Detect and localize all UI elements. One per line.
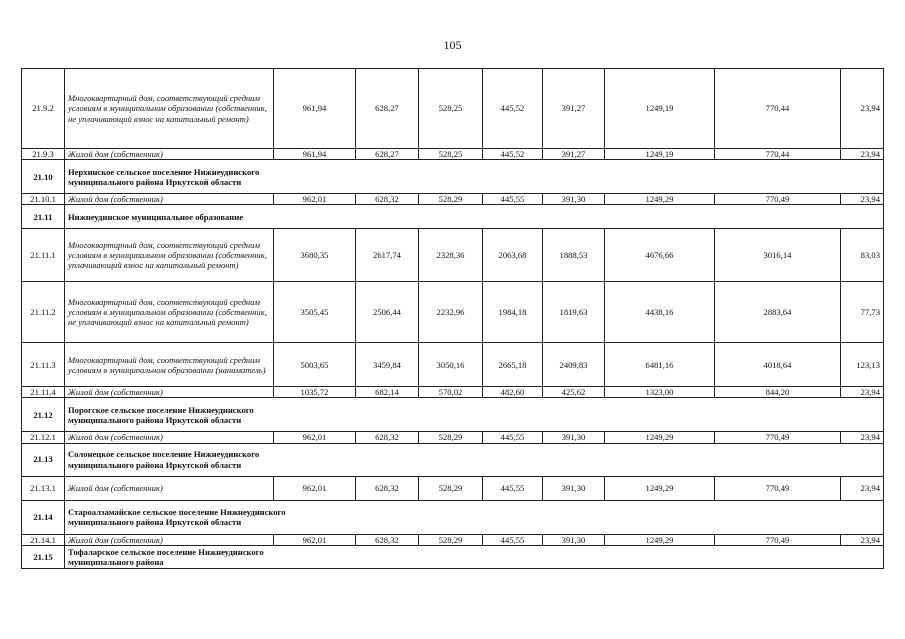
row-code: 21.15	[22, 545, 65, 568]
row-value: 391,27	[543, 69, 605, 149]
row-description: Жилой дом (собственник)	[65, 534, 274, 545]
row-code: 21.11.4	[22, 387, 65, 398]
row-code: 21.11.1	[22, 229, 65, 282]
row-description: Жилой дом (собственник)	[65, 194, 274, 205]
row-description: Жилой дом (собственник)	[65, 149, 274, 160]
row-value: 6481,16	[605, 343, 715, 387]
row-value: 123,13	[841, 343, 884, 387]
group-row	[22, 160, 884, 194]
row-value: 628,27	[356, 149, 419, 160]
row-value: 23,94	[841, 149, 884, 160]
row-value: 528,29	[419, 432, 483, 443]
row-value: 3050,16	[419, 343, 483, 387]
row-value: 628,27	[356, 69, 419, 149]
row-value: 391,30	[543, 476, 605, 500]
group-row	[22, 205, 884, 229]
row-value: 391,30	[543, 194, 605, 205]
row-value: 1249,19	[605, 149, 715, 160]
row-value: 425,62	[543, 387, 605, 398]
row-value: 23,94	[841, 69, 884, 149]
row-value: 962,01	[274, 432, 356, 443]
row-description: Многоквартирный дом, соответствующий средним условиям в муниципальном образовании (собственник, не уплачивающий взнос на капитальный ремонт)	[65, 69, 274, 149]
row-description: Жилой дом (собственник)	[65, 387, 274, 398]
row-code: 21.13	[22, 443, 65, 476]
table-row	[22, 194, 884, 205]
row-value: 2063,68	[483, 229, 543, 282]
row-value: 770,49	[715, 194, 841, 205]
row-value: 2506,44	[356, 282, 419, 343]
table-body	[22, 69, 884, 569]
row-value: 83,03	[841, 229, 884, 282]
row-value: 1035,72	[274, 387, 356, 398]
table-row	[22, 387, 884, 398]
group-name: Солонецкое сельское поселение Нижнеудинского муниципального района Иркутской области	[65, 443, 884, 476]
row-value: 391,30	[543, 432, 605, 443]
row-value: 23,94	[841, 194, 884, 205]
row-value: 628,32	[356, 476, 419, 500]
row-code: 21.14	[22, 500, 65, 534]
row-value: 628,32	[356, 432, 419, 443]
row-code: 21.12	[22, 398, 65, 432]
table-row	[22, 282, 884, 343]
row-value: 2665,18	[483, 343, 543, 387]
row-value: 1249,29	[605, 476, 715, 500]
row-value: 570,02	[419, 387, 483, 398]
row-value: 5003,65	[274, 343, 356, 387]
row-value: 844,20	[715, 387, 841, 398]
row-value: 962,01	[274, 194, 356, 205]
group-name: Нижнеудинское муниципальное образование	[65, 205, 884, 229]
row-description: Жилой дом (собственник)	[65, 432, 274, 443]
row-value: 391,30	[543, 534, 605, 545]
row-value: 528,29	[419, 194, 483, 205]
row-value: 528,25	[419, 69, 483, 149]
page-number: 105	[443, 38, 462, 52]
row-description: Многоквартирный дом, соответствующий средним условиям в муниципальном образовании (собственник, уплачивающий взнос на капитальный ремонт)	[65, 229, 274, 282]
row-value: 3459,84	[356, 343, 419, 387]
row-value: 770,49	[715, 476, 841, 500]
row-value: 528,29	[419, 476, 483, 500]
row-value: 445,55	[483, 194, 543, 205]
row-code: 21.9.2	[22, 69, 65, 149]
row-value: 445,52	[483, 69, 543, 149]
row-value: 445,55	[483, 534, 543, 545]
row-value: 528,29	[419, 534, 483, 545]
row-value: 1249,29	[605, 432, 715, 443]
row-value: 961,94	[274, 149, 356, 160]
table-row	[22, 534, 884, 545]
row-code: 21.13.1	[22, 476, 65, 500]
row-value: 445,55	[483, 432, 543, 443]
table-row	[22, 476, 884, 500]
row-value: 2617,74	[356, 229, 419, 282]
row-value: 961,94	[274, 69, 356, 149]
group-name: Порогское сельское поселение Нижнеудинского муниципального района Иркутской области	[65, 398, 884, 432]
row-value: 1249,29	[605, 194, 715, 205]
row-value: 4018,64	[715, 343, 841, 387]
row-value: 770,44	[715, 149, 841, 160]
group-row	[22, 398, 884, 432]
row-value: 4438,16	[605, 282, 715, 343]
row-value: 3505,45	[274, 282, 356, 343]
row-value: 391,27	[543, 149, 605, 160]
row-value: 1323,00	[605, 387, 715, 398]
group-name: Нерхинское сельское поселение Нижнеудинского муниципального района Иркутской области	[65, 160, 884, 194]
row-value: 628,32	[356, 534, 419, 545]
row-code: 21.11	[22, 205, 65, 229]
row-value: 23,94	[841, 432, 884, 443]
row-value: 445,55	[483, 476, 543, 500]
row-value: 23,94	[841, 476, 884, 500]
row-value: 1819,63	[543, 282, 605, 343]
row-value: 445,52	[483, 149, 543, 160]
row-value: 962,01	[274, 534, 356, 545]
row-value: 1249,19	[605, 69, 715, 149]
row-value: 3016,14	[715, 229, 841, 282]
table-row	[22, 343, 884, 387]
row-value: 3680,35	[274, 229, 356, 282]
tariff-table	[21, 68, 884, 569]
group-name: Тофаларское сельское поселение Нижнеудинского муниципального района	[65, 545, 884, 568]
row-value: 682,14	[356, 387, 419, 398]
group-row	[22, 500, 884, 534]
row-code: 21.11.3	[22, 343, 65, 387]
row-value: 1888,53	[543, 229, 605, 282]
row-value: 482,60	[483, 387, 543, 398]
row-value: 23,94	[841, 534, 884, 545]
row-value: 4676,66	[605, 229, 715, 282]
row-value: 528,25	[419, 149, 483, 160]
row-value: 77,73	[841, 282, 884, 343]
row-value: 1249,29	[605, 534, 715, 545]
row-value: 2883,64	[715, 282, 841, 343]
row-value: 2328,36	[419, 229, 483, 282]
table-row	[22, 229, 884, 282]
row-code: 21.12.1	[22, 432, 65, 443]
group-name: Староалзамайское сельское поселение Нижнеудинского муниципального района Иркутской области	[65, 500, 884, 534]
row-code: 21.11.2	[22, 282, 65, 343]
row-description: Жилой дом (собственник)	[65, 476, 274, 500]
row-description: Многоквартирный дом, соответствующий средним условиям в муниципальном образовании (наниматель)	[65, 343, 274, 387]
row-value: 770,49	[715, 432, 841, 443]
table-row	[22, 432, 884, 443]
row-code: 21.9.3	[22, 149, 65, 160]
group-row	[22, 545, 884, 568]
row-value: 962,01	[274, 476, 356, 500]
row-value: 770,49	[715, 534, 841, 545]
row-value: 23,94	[841, 387, 884, 398]
row-value: 1984,18	[483, 282, 543, 343]
row-code: 21.10.1	[22, 194, 65, 205]
row-value: 2409,83	[543, 343, 605, 387]
table-row	[22, 149, 884, 160]
row-value: 628,32	[356, 194, 419, 205]
row-value: 770,44	[715, 69, 841, 149]
row-code: 21.14.1	[22, 534, 65, 545]
row-value: 2232,96	[419, 282, 483, 343]
row-code: 21.10	[22, 160, 65, 194]
group-row	[22, 443, 884, 476]
row-description: Многоквартирный дом, соответствующий средним условиям в муниципальном образовании (собственник, не уплачивающий взнос на капитальный ремонт)	[65, 282, 274, 343]
table-row	[22, 69, 884, 149]
